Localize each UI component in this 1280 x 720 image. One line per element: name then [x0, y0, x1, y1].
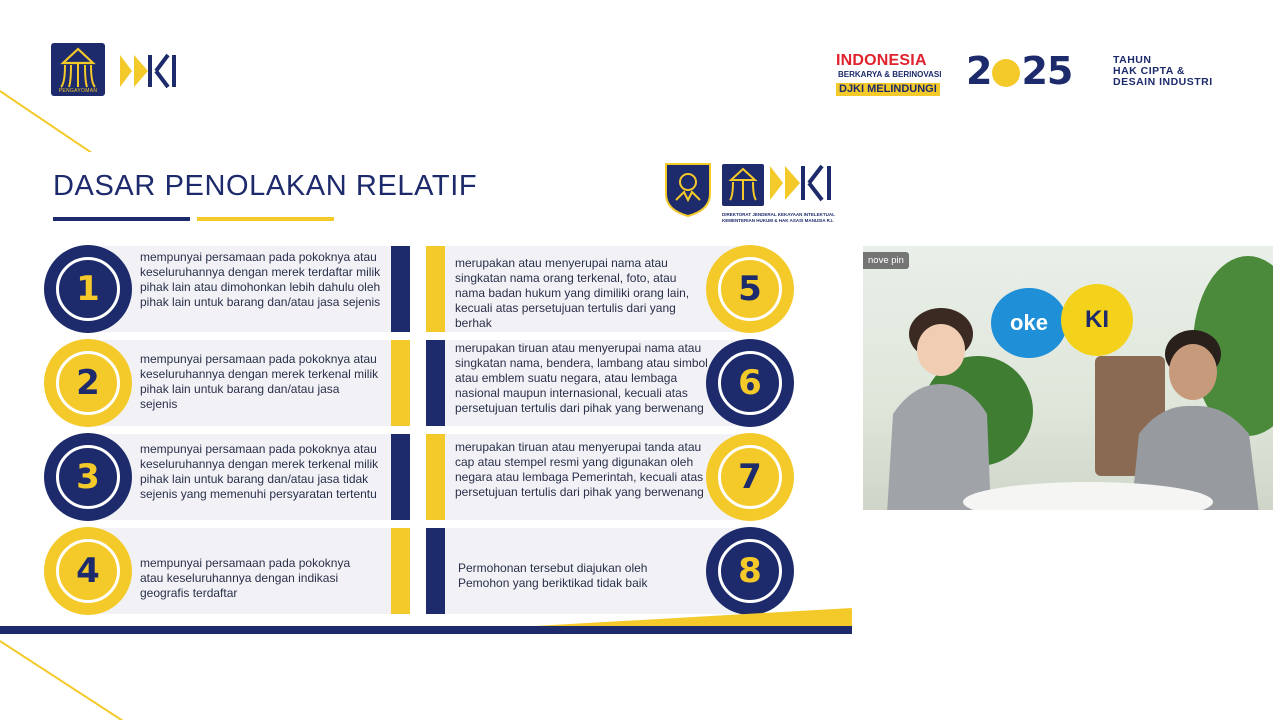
- item-strip: [426, 528, 445, 614]
- title-underline-blue: [53, 217, 190, 221]
- item-text-5: merupakan atau menyerupai nama atau singkatan nama orang terkenal, foto, atau nama badan hukum yang dimiliki orang lain, kecuali atas persetujuan tertulis dari yang berhak: [455, 256, 690, 330]
- slide-title: DASAR PENOLAKAN RELATIF: [53, 170, 478, 202]
- year-suffix: 25: [1021, 49, 1073, 93]
- item-text-8: Permohonan tersebut diajukan oleh Pemohon yang beriktikad tidak baik: [458, 561, 648, 590]
- item-text-3: mempunyai persamaan pada pokoknya atau keseluruhannya dengan merek terkenal milik pihak lain untuk barang dan/atau jasa tidak sejenis yang memenuhi persyaratan tertentu: [140, 442, 379, 501]
- indonesia-subtitle: BERKARYA & BERINOVASI: [838, 70, 942, 79]
- webcam-video[interactable]: [863, 246, 1273, 510]
- slide-emblem-logo: [722, 164, 764, 206]
- ki-logo: KI: [1061, 284, 1133, 356]
- item-text-2: mempunyai persamaan pada pokoknya atau keseluruhannya dengan merek terkenal milik pihak lain untuk barang dan/atau jasa sejenis: [140, 352, 379, 411]
- title-underline-yellow: [197, 217, 334, 221]
- indonesia-tagline: DJKI MELINDUNGI: [836, 83, 940, 96]
- item-strip: [391, 434, 410, 520]
- indonesia-campaign-logo: [836, 52, 944, 97]
- slide-footer-bar: [0, 626, 852, 634]
- number-badge-7: 7: [706, 433, 794, 521]
- number-badge-4: 4: [44, 527, 132, 615]
- lightbulb-icon: [992, 59, 1020, 87]
- number-badge-2: 2: [44, 339, 132, 427]
- item-text-1: mempunyai persamaan pada pokoknya atau keseluruhannya dengan merek terdaftar milik pihak lain atau dimohonkan lebih dahulu oleh pihak lain untuk barang dan/atau jasa sejenis: [140, 250, 381, 309]
- year-2025-logo: [966, 50, 1072, 92]
- number-badge-1: 1: [44, 245, 132, 333]
- oke-logo: oke: [991, 288, 1067, 358]
- tahun-line-1: TAHUN: [1113, 54, 1152, 66]
- tahun-line-3: DESAIN INDUSTRI: [1113, 76, 1213, 88]
- number-badge-5: 5: [706, 245, 794, 333]
- decorative-line-bottom: [0, 640, 135, 720]
- slide-djki-logo: [768, 160, 836, 206]
- tahun-caption: [1113, 55, 1213, 88]
- shield-logo: [662, 160, 714, 218]
- item-text-6: merupakan tiruan atau menyerupai nama atau singkatan nama, bendera, lambang atau simbol atau emblem suatu negara, atau lembaga nasional maupun internasional, kecuali atas persetujuan tertulis dari pihak yang berwenang: [455, 341, 708, 415]
- item-text-4: mempunyai persamaan pada pokoknya atau keseluruhannya dengan indikasi geografis terdaftar: [140, 556, 351, 600]
- emblem-icon: [722, 164, 764, 206]
- person-right: [1125, 324, 1265, 510]
- video-label: nove pin: [863, 252, 909, 269]
- decorative-line-top: [0, 90, 92, 153]
- emblem-caption: PENGAYOMAN: [58, 88, 98, 94]
- number-badge-3: 3: [44, 433, 132, 521]
- kemenkumham-emblem-logo: [51, 43, 105, 96]
- item-text-7: merupakan tiruan atau menyerupai tanda atau cap atau stempel resmi yang digunakan oleh negara atau lembaga Pemerintah, kecuali atas persetujuan tertulis dari pihak yang berwenang: [455, 440, 704, 499]
- item-strip: [426, 434, 445, 520]
- item-strip: [391, 528, 410, 614]
- slide-logo-caption: DIREKTORAT JENDERAL KEKAYAAN INTELEKTUAL KEMENTERIAN HUKUM & HAK ASASI MANUSIA R.I.: [722, 212, 835, 223]
- indonesia-title: INDONESIA: [836, 52, 927, 69]
- tahun-line-2: HAK CIPTA &: [1113, 65, 1185, 77]
- number-badge-8: 8: [706, 527, 794, 615]
- person-left: [883, 304, 993, 510]
- item-strip: [426, 246, 445, 332]
- item-strip: [391, 246, 410, 332]
- slide: [0, 152, 852, 634]
- number-badge-6: 6: [706, 339, 794, 427]
- item-strip: [391, 340, 410, 426]
- item-strip: [426, 340, 445, 426]
- djki-logo: [118, 49, 180, 93]
- year-prefix: 2: [966, 49, 992, 93]
